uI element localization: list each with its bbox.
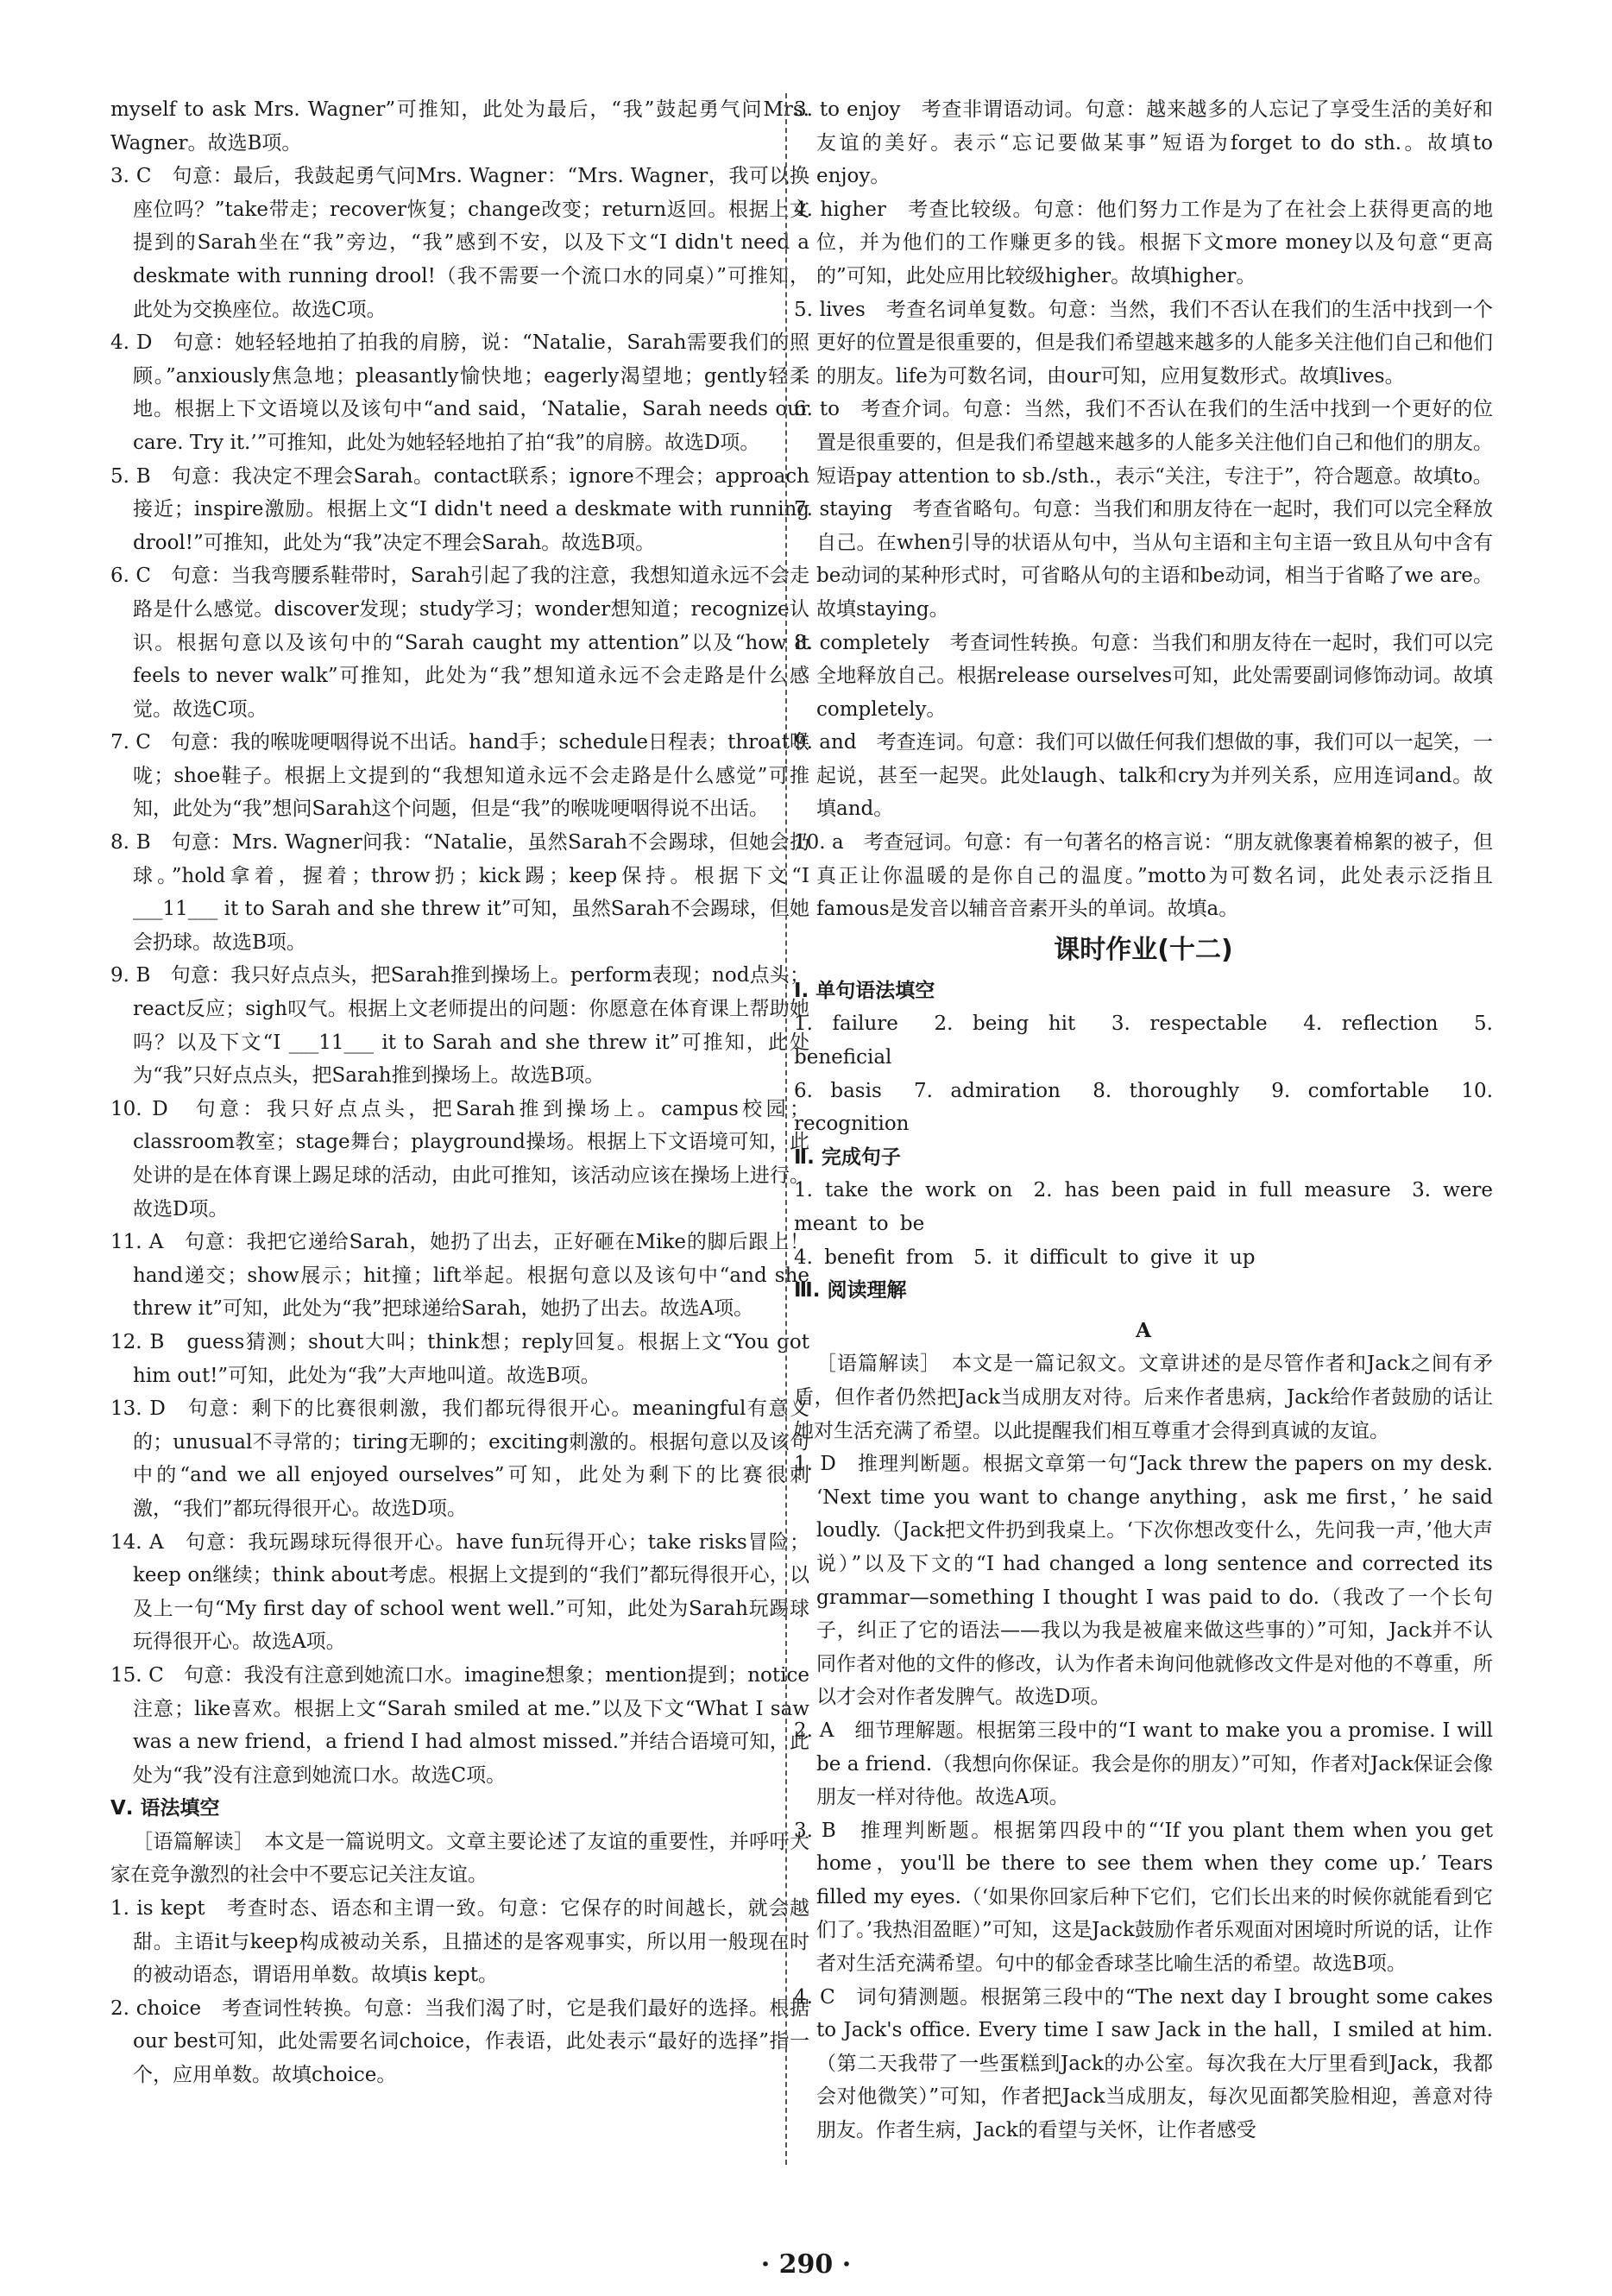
answer-explanation: 3. C 句意：最后，我鼓起勇气问Mrs. Wagner：“Mrs. Wagner，我可以换座位吗？”take带走；recover恢复；change改变；return返回。根据上文提到的Sarah坐在“我”旁边，“我”感到不安，以及下文“I didn't need a deskmate with running drool!（我不需要一个流口水的同桌）”可推知，此处为交换座位。故选C项。	[110, 165, 809, 321]
answer-explanation: 7. C 句意：我的喉咙哽咽得说不出话。hand手；schedule日程表；throat喉咙；shoe鞋子。根据上文提到的“我想知道永远不会走路是什么感觉”可推知，此处为“我”想问Sarah这个问题，但是“我”的喉咙哽咽得说不出话。	[110, 731, 809, 821]
section-heading: Ⅴ. 语法填空	[110, 1797, 220, 1820]
answer-explanation: 4. D 句意：她轻轻地拍了拍我的肩膀，说：“Natalie，Sarah需要我们的照顾。”anxiously焦急地；pleasantly愉快地；eagerly渴望地；gently轻柔地。根据上下文语境以及该句中“and said，‘Natalie，Sarah needs our care. Try it.’”可推知，此处为她轻轻地拍了拍“我”的肩膀。故选D项。	[110, 331, 809, 454]
answer-line: 4. benefit from 5. it difficult to give it up	[794, 1246, 1256, 1269]
answer-explanation: 4. C 词句猜测题。根据第三段中的“The next day I brought some cakes to Jack's office. Every time I saw Jack in the hall，I smiled at him.（第二天我带了一些蛋糕到Jack的办公室。每次我在大厅里看到Jack，我都会对他微笑）”可知，作者把Jack当成朋友，每次见面都笑脸相迎，善意对待朋友。作者生病，Jack的看望与关怀，让作者感受	[794, 1985, 1493, 2142]
answer-line: 1. take the work on 2. has been paid in full measure 3. were meant to be	[794, 1179, 1493, 1235]
column-divider	[785, 93, 787, 2165]
answer-explanation: 10. D 句意：我只好点点头，把Sarah推到操场上。campus校园；classroom教室；stage舞台；playground操场。根据上下文语境可知，此处讲的是在体育课上踢足球的活动，由此可推知，该活动应该在操场上进行。故选D项。	[110, 1097, 809, 1221]
section-heading: Ⅰ. 单句语法填空	[794, 979, 935, 1002]
answer-explanation: 6. to 考查介词。句意：当然，我们不否认在我们的生活中找到一个更好的位置是很重要的，但是我们希望越来越多的人能多关注他们自己和他们的朋友。短语pay attention to sb./sth.，表示“关注，专注于”，符合题意。故填to。	[794, 398, 1493, 488]
answer-explanation: 8. B 句意：Mrs. Wagner问我：“Natalie，虽然Sarah不会踢球，但她会扔球。”hold拿着，握着；throw扔；kick踢；keep保持。根据下文“I ___11___ it to Sarah and she threw it”可知，虽然Sarah不会踢球，但她会扔球。故选B项。	[110, 831, 809, 954]
answer-explanation: 3. to enjoy 考查非谓语动词。句意：越来越多的人忘记了享受生活的美好和友谊的美好。表示“忘记要做某事”短语为forget to do sth.。故填to enjoy。	[794, 98, 1493, 188]
answer-explanation: 10. a 考查冠词。句意：有一句著名的格言说：“朋友就像裹着棉絮的被子，但真正让你温暖的是你自己的温度。”motto为可数名词，此处表示泛指且famous是发音以辅音音素开头的单词。故填a。	[794, 831, 1493, 921]
answer-explanation: 15. C 句意：我没有注意到她流口水。imagine想象；mention提到；notice注意；like喜欢。根据上文“Sarah smiled at me.”以及下文“What I saw was a new friend，a friend I had almost missed.”并结合语境可知，此处为“我”没有注意到她流口水。故选C项。	[110, 1663, 809, 1787]
answer-explanation: 13. D 句意：剩下的比赛很刺激，我们都玩得很开心。meaningful有意义的；unusual不寻常的；tiring无聊的；exciting刺激的。根据句意以及该句中的“and we all enjoyed ourselves”可知，此处为剩下的比赛很刺激，“我们”都玩得很开心。故选D项。	[110, 1397, 809, 1520]
answer-explanation: 14. A 句意：我玩踢球玩得很开心。have fun玩得开心；take risks冒险；keep on继续；think about考虑。根据上文提到的“我们”都玩得很开心，以及上一句“My first day of school went well.”可知，此处为Sarah玩踢球玩得很开心。故选A项。	[110, 1530, 809, 1654]
answer-explanation: 11. A 句意：我把它递给Sarah，她扔了出去，正好砸在Mike的脚后跟上！hand递交；show展示；hit撞；lift举起。根据句意以及该句中“and she threw it”可知，此处为“我”把球递给Sarah，她扔了出去。故选A项。	[110, 1231, 809, 1321]
answer-explanation: 8. completely 考查词性转换。句意：当我们和朋友待在一起时，我们可以完全地释放自己。根据release ourselves可知，此处需要副词修饰动词。故填completely。	[794, 631, 1493, 721]
homework-title: 课时作业(十二)	[1054, 934, 1233, 965]
answer-line: 6. basis 7. admiration 8. thoroughly 9. comfortable 10. recognition	[794, 1079, 1493, 1136]
answer-explanation: 4. higher 考查比较级。句意：他们努力工作是为了在社会上获得更高的地位，并为他们的工作赚更多的钱。根据下文more money以及句意“更高的”可知，此处应用比较级higher。故填higher。	[794, 198, 1493, 287]
right-column	[794, 93, 1493, 2148]
passage-label: A	[1136, 1318, 1151, 1342]
answer-explanation: 2. A 细节理解题。根据第三段中的“I want to make you a promise. I will be a friend.（我想向你保证。我会是你的朋友）”可知，作者对Jack保证会像朋友一样对待他。故选A项。	[794, 1719, 1493, 1809]
answer-explanation: 3. B 推理判断题。根据第四段中的“‘If you plant them when you get home，you'll be there to see them when they come up.’ Tears filled my eyes.（‘如果你回家后种下它们，它们长出来的时候你就能看到它们了。’我热泪盈眶）”可知，这是Jack鼓励作者乐观面对困境时所说的话，让作者对生活充满希望。句中的郁金香球茎比喻生活的希望。故选B项。	[794, 1819, 1493, 1976]
left-column	[110, 93, 809, 2092]
section-heading: Ⅲ. 阅读理解	[794, 1279, 907, 1303]
answer-explanation: 2. choice 考查词性转换。句意：当我们渴了时，它是我们最好的选择。根据our best可知，此处需要名词choice，作表语，此处表示“最好的选择”指一个，应用单数。故填choice。	[110, 1996, 809, 2087]
page-number: · 290 ·	[760, 2249, 852, 2280]
answer-explanation: 5. lives 考查名词单复数。句意：当然，我们不否认在我们的生活中找到一个更好的位置是很重要的，但是我们希望越来越多的人能多关注他们自己和他们的朋友。life为可数名词，由our可知，应用复数形式。故填lives。	[794, 298, 1493, 388]
answer-explanation: 7. staying 考查省略句。句意：当我们和朋友待在一起时，我们可以完全释放自己。在when引导的状语从句中，当从句主语和主句主语一致且从句中含有be动词的某种形式时，可省略从句的主语和be动词，相当于省略了we are。故填staying。	[794, 498, 1493, 621]
section-heading: Ⅱ. 完成句子	[794, 1145, 901, 1169]
passage-analysis: ［语篇解读］ 本文是一篇说明文。文章主要论述了友谊的重要性，并呼吁大家在竞争激烈的社会中不要忘记关注友谊。	[110, 1830, 809, 1887]
answer-explanation: 1. is kept 考查时态、语态和主谓一致。句意：它保存的时间越长，就会越甜。主语it与keep构成被动关系，且描述的是客观事实，所以用一般现在时的被动语态，谓语用单数。故填is kept。	[110, 1897, 809, 1987]
answer-explanation: myself to ask Mrs. Wagner”可推知，此处为最后，“我”鼓起勇气问Mrs. Wagner。故选B项。	[110, 98, 809, 155]
answer-explanation: 12. B guess猜测；shout大叫；think想；reply回复。根据上文“You got him out!”可知，此处为“我”大声地叫道。故选B项。	[110, 1330, 809, 1387]
answer-line: 1. failure 2. being hit 3. respectable 4. reflection 5. beneficial	[794, 1012, 1493, 1069]
passage-analysis: ［语篇解读］ 本文是一篇记叙文。文章讲述的是尽管作者和Jack之间有矛盾，但作者仍然把Jack当成朋友对待。后来作者患病，Jack给作者鼓励的话让她对生活充满了希望。以此提醒我们相互尊重才会得到真诚的友谊。	[794, 1353, 1493, 1442]
answer-explanation: 5. B 句意：我决定不理会Sarah。contact联系；ignore不理会；approach接近；inspire激励。根据上文“I didn't need a deskmate with running drool!”可推知，此处为“我”决定不理会Sarah。故选B项。	[110, 464, 809, 554]
answer-explanation: 9. B 句意：我只好点点头，把Sarah推到操场上。perform表现；nod点头；react反应；sigh叹气。根据上文老师提出的问题：你愿意在体育课上帮助她吗？以及下文“I ___11___ it to Sarah and she threw it”可推知，此处为“我”只好点点头，把Sarah推到操场上。故选B项。	[110, 964, 809, 1088]
answer-explanation: 9. and 考查连词。句意：我们可以做任何我们想做的事，我们可以一起笑，一起说，甚至一起哭。此处laugh、talk和cry为并列关系，应用连词and。故填and。	[794, 731, 1493, 821]
answer-explanation: 1. D 推理判断题。根据文章第一句“Jack threw the papers on my desk. ‘Next time you want to change anything，ask me first，’ he said loudly.（Jack把文件扔到我桌上。‘下次你想改变什么，先问我一声，’他大声说）”以及下文的“I had changed a long sentence and corrected its grammar—something I thought I was paid to do.（我改了一个长句子，纠正了它的语法——我以为我是被雇来做这些事的）”可知，Jack并不认同作者对他的文件的修改，认为作者未询问他就修改文件是对他的不尊重，所以才会对作者发脾气。故选D项。	[794, 1453, 1493, 1709]
answer-explanation: 6. C 句意：当我弯腰系鞋带时，Sarah引起了我的注意，我想知道永远不会走路是什么感觉。discover发现；study学习；wonder想知道；recognize认识。根据句意以及该句中的“Sarah caught my attention”以及“how it feels to never walk”可推知，此处为“我”想知道永远不会走路是什么感觉。故选C项。	[110, 565, 809, 721]
